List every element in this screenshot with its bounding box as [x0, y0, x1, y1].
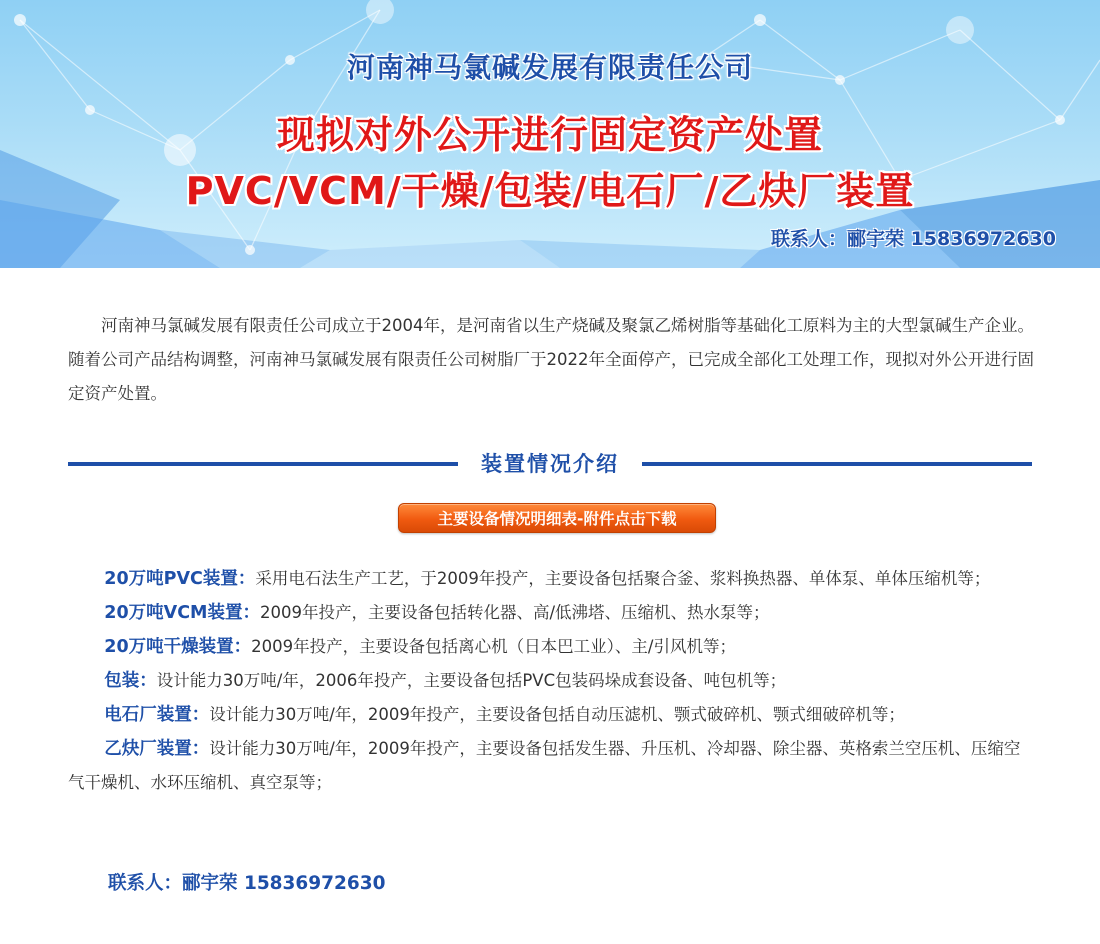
banner-company-name: 河南神马氯碱发展有限责任公司: [346, 51, 753, 84]
banner-headline-line1: 现拟对外公开进行固定资产处置: [276, 113, 823, 157]
detail-desc: 设计能力30万吨/年，2009年投产，主要设备包括自动压滤机、颚式破碎机、颚式细破碎机等；: [209, 705, 905, 724]
detail-desc: 设计能力30万吨/年，2006年投产，主要设备包括PVC包装码垛成套设备、吨包机等；: [156, 671, 787, 690]
detail-desc: 设计能力30万吨/年，2009年投产，主要设备包括发生器、升压机、冷却器、除尘器、英格索兰空压机、压缩空气干燥机、水环压缩机、真空泵等；: [68, 739, 1021, 792]
detail-desc: 2009年投产，主要设备包括离心机（日本巴工业）、主/引风机等；: [251, 637, 736, 656]
banner-headline-line2: PVC/VCM/干燥/包装/电石厂/乙炔厂装置: [185, 169, 915, 213]
intro-paragraph: 河南神马氯碱发展有限责任公司成立于2004年，是河南省以生产烧碱及聚氯乙烯树脂等基础化工原料为主的大型氯碱生产企业。随着公司产品结构调整，河南神马氯碱发展有限责任公司树脂厂于2022年全面停产，已完成全部化工处理工作，现拟对外公开进行固定资产处置。: [68, 316, 1034, 403]
detail-desc: 采用电石法生产工艺，于2009年投产，主要设备包括聚合釜、浆料换热器、单体泵、单体压缩机等；: [255, 569, 991, 588]
detail-term: 乙炔厂装置：: [104, 739, 210, 759]
detail-item-carbide: [68, 698, 1034, 732]
detail-term: 包装：: [104, 671, 157, 691]
section-divider-right: [642, 462, 1032, 466]
download-attachment-button[interactable]: 主要设备情况明细表-附件点击下载: [398, 503, 716, 533]
detail-item-vcm: [68, 596, 1034, 630]
detail-item-drying: [68, 630, 1034, 664]
footer-contact: 联系人：郦宇荣 15836972630: [108, 873, 386, 894]
section-title: 装置情况介绍: [481, 452, 619, 476]
banner-contact: 联系人：郦宇荣 15836972630: [770, 228, 1056, 250]
detail-item-acetylene: [68, 732, 1034, 800]
detail-item-pvc: [68, 562, 1034, 596]
detail-term: 20万吨干燥装置：: [104, 637, 252, 657]
hero-banner: [0, 0, 1100, 268]
section-heading: [68, 446, 1032, 482]
equipment-details-list: [68, 562, 1034, 800]
detail-term: 20万吨PVC装置：: [104, 569, 256, 589]
detail-item-packaging: [68, 664, 1034, 698]
detail-term: 电石厂装置：: [104, 705, 210, 725]
detail-term: 20万吨VCM装置：: [104, 603, 260, 623]
detail-desc: 2009年投产，主要设备包括转化器、高/低沸塔、压缩机、热水泵等；: [259, 603, 770, 622]
